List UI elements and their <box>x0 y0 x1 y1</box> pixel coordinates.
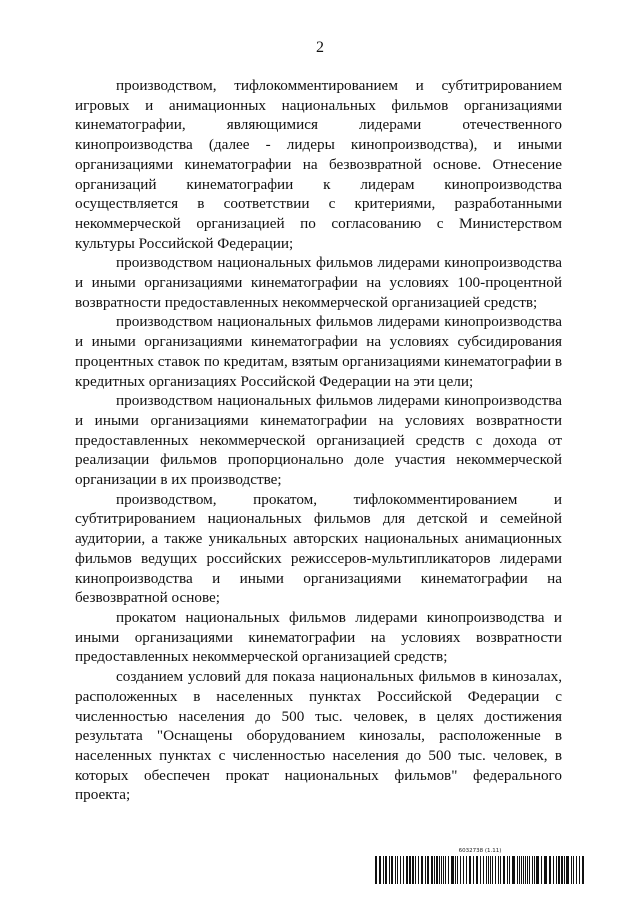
barcode-label: 6032738 (1.11) <box>458 848 502 854</box>
paragraph: прокатом национальных фильмов лидерами кинопроизводства и иными организациями кинематографии на условиях возвратности предоставленных некоммерческой организацией средств; <box>75 608 562 666</box>
paragraph: производством, прокатом, тифлокомментированием и субтитрированием национальных фильмов для детской и семейной аудитории, а также уникальных авторских национальных анимационных фильмов ведущих российских режиссеров-мультипликаторов лидерами кинопроизводства и иными организациями кинематографии на безвозвратной основе; <box>75 490 562 607</box>
paragraph: созданием условий для показа национальных фильмов в кинозалах, расположенных в населенных пунктах Российской Федерации с численностью населения до 500 тыс. человек, в целях достижения результата "Оснащены оборудованием кинозалы, расположенные в населенных пунктах с численностью населения до 500 тыс. человек, в которых обеспечен прокат национальных фильмов" федерального проекта; <box>75 668 562 804</box>
barcode <box>375 848 585 884</box>
paragraph: производством национальных фильмов лидерами кинопроизводства и иными организациями кинематографии на условиях субсидирования процентных ставок по кредитам, взятым организациями кинематографии в кредитных организациях Российской Федерации на эти цели; <box>75 313 562 390</box>
page-number: 2 <box>316 39 324 56</box>
barcode-bars <box>375 856 585 884</box>
document-body <box>75 76 562 805</box>
paragraph: производством национальных фильмов лидерами кинопроизводства и иными организациями кинематографии на условиях возвратности предоставленных некоммерческой организацией средств с дохода от реализации фильмов пропорционально доле участия некоммерческой организации в их производстве; <box>75 392 562 489</box>
paragraph: производством, тифлокомментированием и субтитрированием игровых и анимационных национальных фильмов организациями кинематографии, являющимися лидерами отечественного кинопроизводства (далее - лидеры кинопроизводства), и иными организациями кинематографии на безвозвратной основе. Отнесение организаций кинематографии к лидерам кинопроизводства осуществляется в соответствии с критериями, разработанными некоммерческой организацией по согласованию с Министерством культуры Российской Федерации; <box>75 77 562 252</box>
paragraph: производством национальных фильмов лидерами кинопроизводства и иными организациями кинематографии на условиях 100-процентной возвратности предоставленных некоммерческой организацией средств; <box>75 254 562 311</box>
